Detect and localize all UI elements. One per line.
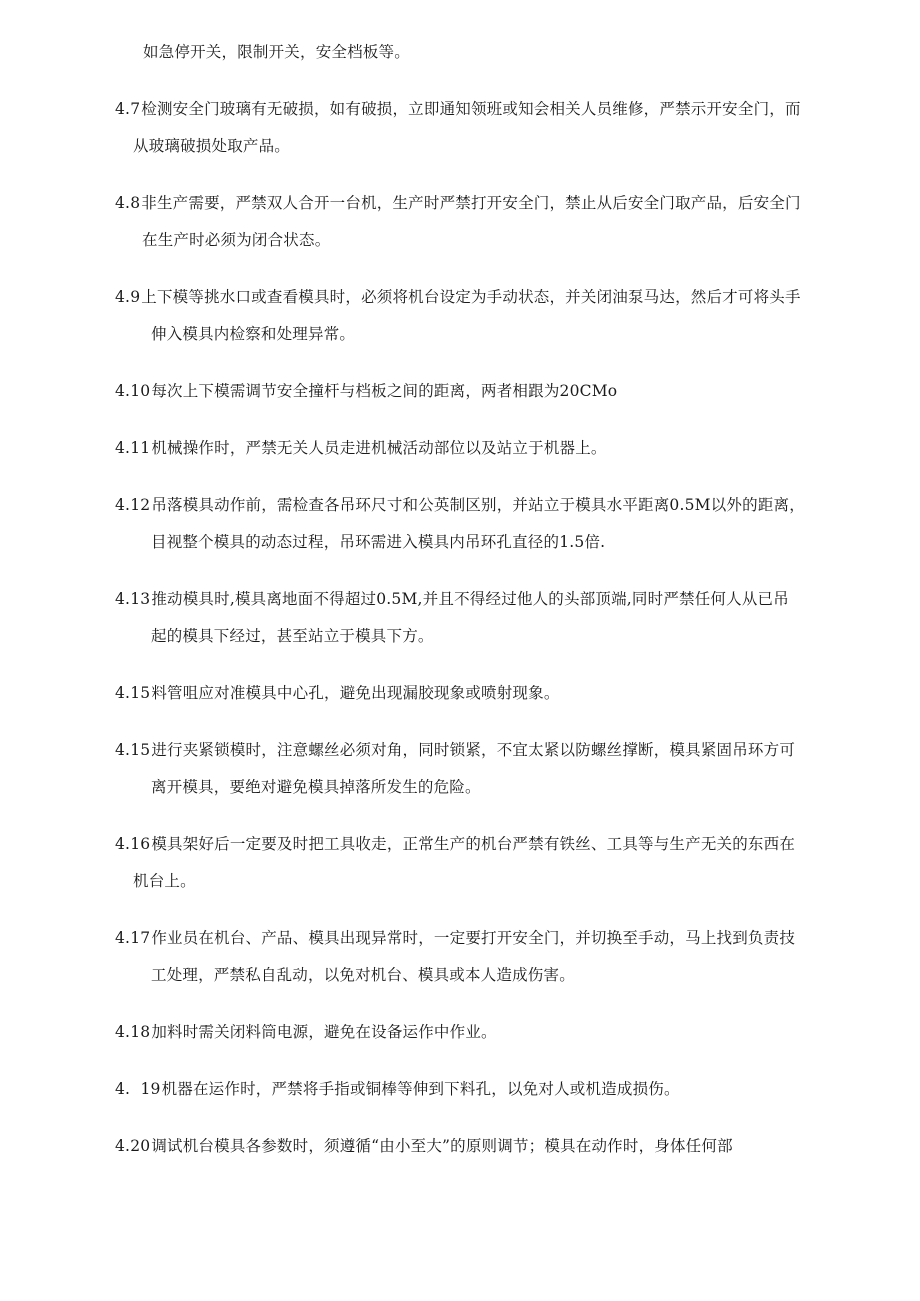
item-number: 4.12: [115, 496, 151, 514]
item-4-11-line-1: 4.11机械操作时，严禁无关人员走进机械活动部位以及站立于机器上。: [115, 439, 607, 457]
item-4-9-line-2: 伸入模具内检察和处理异常。: [151, 325, 356, 343]
item-number: 4.20: [115, 1137, 151, 1155]
item-4-18-line-1: 4.18加料时需关闭料筒电源，避免在设备运作中作业。: [115, 1023, 497, 1041]
item-4-16-line-2: 机台上。: [133, 872, 196, 890]
item-4-7-line-1: 4.7检测安全门玻璃有无破损，如有破损，立即通知领班或知会相关人员维修，严禁示开安全门，而: [115, 100, 801, 118]
item-4-16-line-1: 4.16模具架好后一定要及时把工具收走，正常生产的机台严禁有铁丝、工具等与生产无关的东西在: [115, 835, 796, 853]
item-4-8-line-2: 在生产时必须为闭合状态。: [142, 231, 331, 249]
item-4-10-line-1: 4.10每次上下模需调节安全撞杆与档板之间的距离，两者相跟为20CMo: [115, 382, 618, 400]
item-number: 4.15: [115, 741, 151, 759]
item-4-15b-line-2: 离开模具，要绝对避免模具掉落所发生的危险。: [151, 778, 481, 796]
item-4-12-line-2: 目视整个模具的动态过程，吊环需进入模具内吊环孔直径的1.5倍.: [151, 533, 606, 551]
item-number: 4.9: [115, 288, 141, 306]
item-4-15b-line-1: 4.15进行夹紧锁模时，注意螺丝必须对角，同时锁紧，不宜太紧以防螺丝撑断，模具紧固吊环方可: [115, 741, 796, 759]
item-number: 4.17: [115, 929, 151, 947]
item-number: 4. 19: [115, 1080, 161, 1098]
item-4-19-line-1: 4. 19机器在运作时，严禁将手指或铜棒等伸到下料孔，以免对人或机造成损伤。: [115, 1080, 680, 1098]
item-4-17-line-2: 工处理，严禁私自乱动，以免对机台、模具或本人造成伤害。: [151, 966, 575, 984]
item-4-12-line-1: 4.12吊落模具动作前，需检查各吊环尺寸和公英制区别，并站立于模具水平距离0.5M以外的距离，: [115, 496, 805, 514]
item-4-7-line-2: 从玻璃破损处取产品。: [133, 137, 291, 155]
item-4-20-line-1: 4.20调试机台模具各参数时，须遵循“由小至大”的原则调节；模具在动作时，身体任何部: [115, 1137, 733, 1155]
item-number: 4.16: [115, 835, 151, 853]
item-number: 4.10: [115, 382, 151, 400]
item-4-13-line-1: 4.13推动模具时,模具离地面不得超过0.5M,并且不得经过他人的头部顶端,同时严禁任何人从已吊: [115, 590, 789, 608]
item-4-15a-line-1: 4.15料管咀应对准模具中心孔，避免出现漏胶现象或喷射现象。: [115, 684, 560, 702]
item-4-8-line-1: 4.8非生产需要，严禁双人合开一台机，生产时严禁打开安全门，禁止从后安全门取产品，后安全门: [115, 194, 801, 212]
item-number: 4.18: [115, 1023, 151, 1041]
item-number: 4.7: [115, 100, 141, 118]
item-number: 4.13: [115, 590, 151, 608]
item-0-line-1: 如急停开关，限制开关，安全档板等。: [143, 43, 410, 61]
item-4-17-line-1: 4.17作业员在机台、产品、模具出现异常时，一定要打开安全门，并切换至手动，马上找到负责技: [115, 929, 796, 947]
item-number: 4.11: [115, 439, 151, 457]
item-number: 4.15: [115, 684, 151, 702]
item-4-13-line-2: 起的模具下经过，甚至站立于模具下方。: [151, 627, 434, 645]
item-number: 4.8: [115, 194, 141, 212]
item-4-9-line-1: 4.9上下模等挑水口或查看模具时，必须将机台设定为手动状态，并关闭油泵马达，然后才可将头手: [115, 288, 801, 306]
